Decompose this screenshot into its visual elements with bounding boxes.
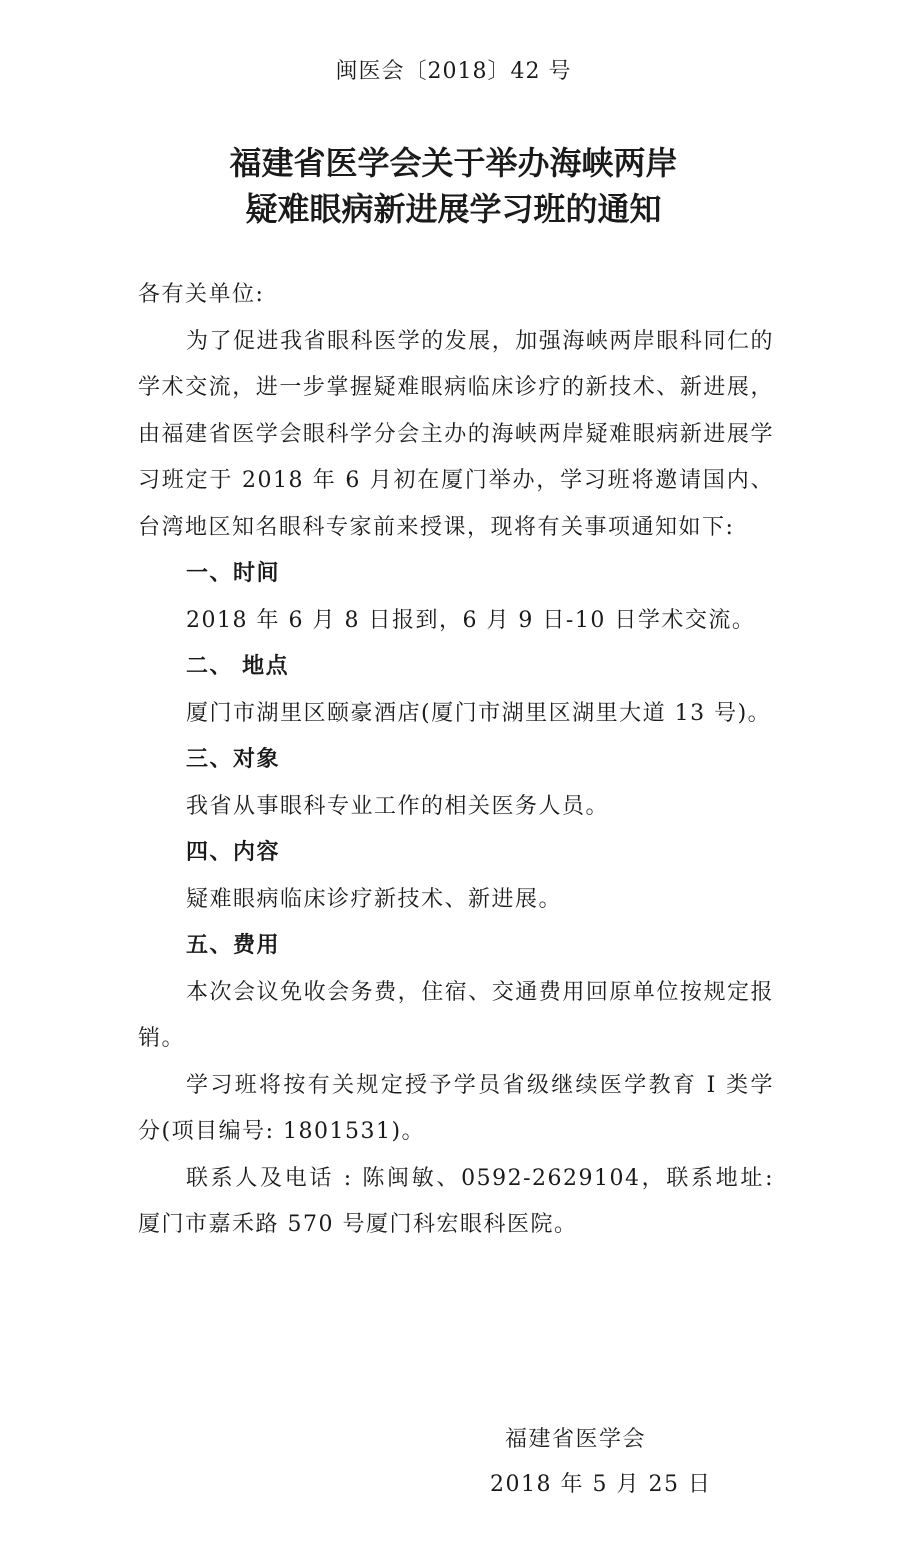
document-title (0, 140, 907, 232)
section-text-location: 厦门市湖里区颐豪酒店(厦门市湖里区湖里大道 13 号)。 (186, 700, 772, 726)
section-heading-fees: 五、费用 (186, 933, 281, 958)
section-text-fees: 本次会议免收会务费，住宿、交通费用回原单位按规定报销。 (138, 979, 774, 1051)
signature-organization: 福建省医学会 (505, 1427, 647, 1452)
section-heading-content: 四、内容 (186, 840, 281, 865)
title-line-1: 福建省医学会关于举办海峡两岸 (229, 144, 678, 182)
section-heading-location: 二、 地点 (186, 654, 290, 679)
signature-date: 2018 年 5 月 25 日 (490, 1472, 712, 1497)
document-body (138, 272, 774, 1249)
section-text-time: 2018 年 6 月 8 日报到，6 月 9 日-10 日学术交流。 (186, 607, 756, 633)
title-line-2: 疑难眼病新进展学习班的通知 (245, 190, 662, 228)
section-text-content: 疑难眼病临床诊疗新技术、新进展。 (186, 886, 563, 912)
intro-paragraph: 为了促进我省眼科医学的发展，加强海峡两岸眼科同仁的学术交流，进一步掌握疑难眼病临床诊疗的新技术、新进展，由福建省医学会眼科学分会主办的海峡两岸疑难眼病新进展学习班定于 2018 年 6 月初在厦门举办，学习班将邀请国内、台湾地区知名眼科专家前来授课，现将有关事项通知如下: (138, 328, 774, 540)
contact-info: 联系人及电话 : 陈闽敏、0592-2629104，联系地址: 厦门市嘉禾路 570 号厦门科宏眼科医院。 (138, 1165, 774, 1237)
document-number: 闽医会〔2018〕42 号 (335, 59, 572, 84)
section-text-audience: 我省从事眼科专业工作的相关医务人员。 (186, 793, 610, 819)
section-heading-audience: 三、对象 (186, 747, 281, 772)
credit-note: 学习班将按有关规定授予学员省级继续医学教育 I 类学分(项目编号: 1801531)。 (138, 1072, 774, 1144)
salutation: 各有关单位: (138, 282, 265, 307)
section-heading-time: 一、时间 (186, 561, 281, 586)
